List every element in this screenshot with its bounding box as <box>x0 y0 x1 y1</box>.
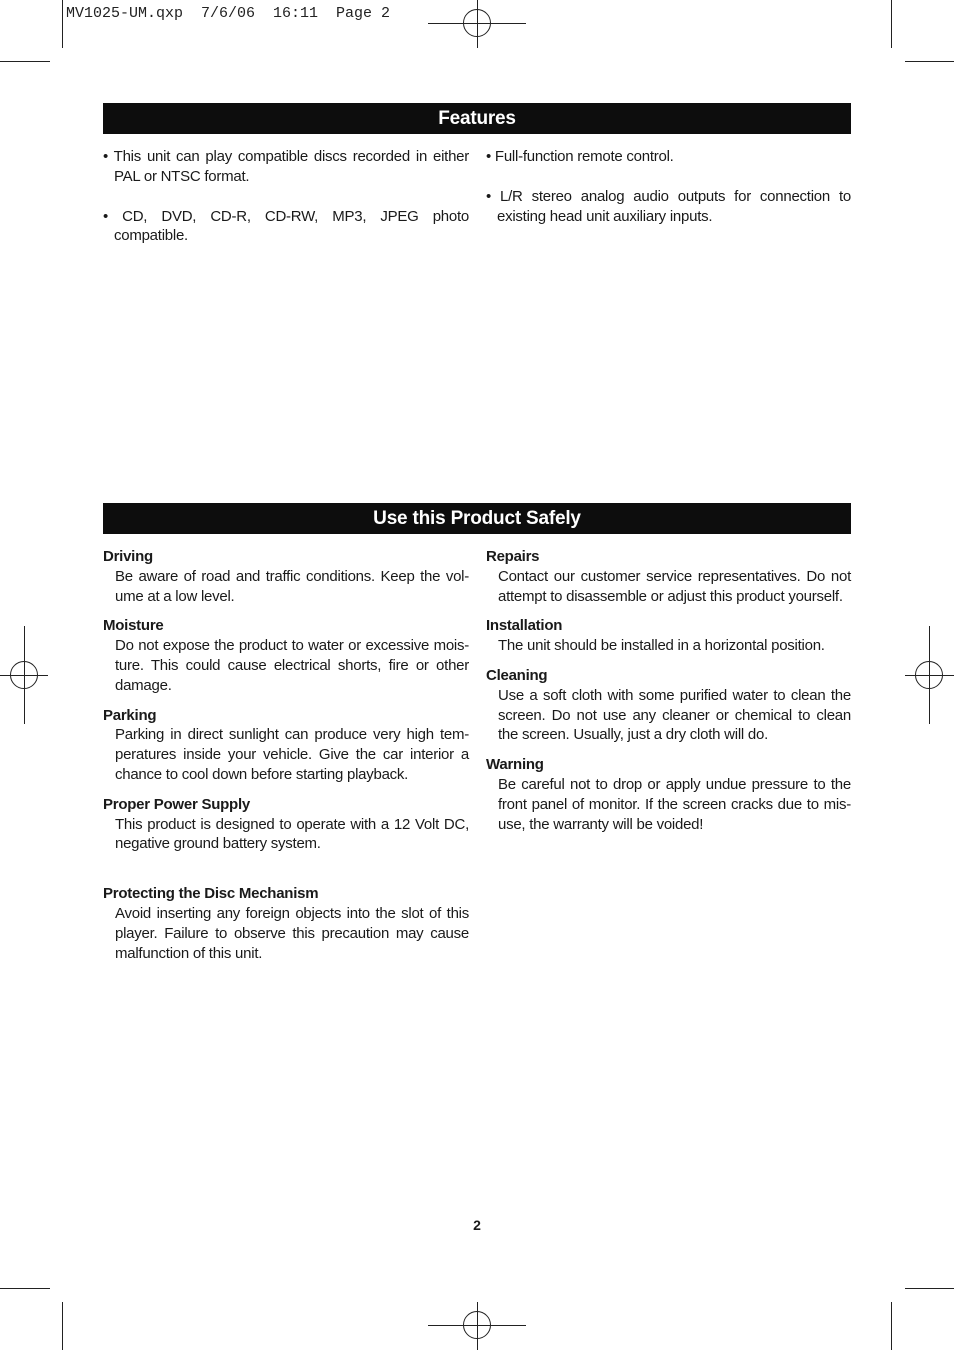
feature-item: • This unit can play compatible discs recorded in either PAL or NTSC format. <box>103 148 469 185</box>
safety-left-column <box>103 547 469 973</box>
safety-item-disc-mechanism <box>103 884 469 963</box>
safety-heading: Use this Product Safely <box>103 503 851 534</box>
safety-item-title: Protecting the Disc Mechanism <box>103 885 319 903</box>
safety-item-title: Driving <box>103 548 153 565</box>
safety-item-title: Installation <box>486 617 563 635</box>
safety-item-title: Repairs <box>486 548 540 565</box>
safety-item-body: Be aware of road and traffic conditions. Keep the vol-ume at a low level. <box>115 567 469 605</box>
safety-item-body: Be careful not to drop or apply undue pressure to the front panel of monitor. If the screen cracks due to mis-use, the warranty will be voided! <box>498 775 851 833</box>
safety-item-body: Use a soft cloth with some purified water to clean the screen. Do not use any cleaner or chemical to clean the screen. Usually, just a dry cloth will do. <box>498 686 851 744</box>
safety-item-body: Parking in direct sunlight can produce very high tem-peratures inside your vehicle. Give the car interior a chance to cool down before starting playback. <box>115 726 469 783</box>
print-slug: MV1025-UM.qxp 7/6/06 16:11 Page 2 <box>66 5 391 22</box>
safety-item-moisture <box>103 616 469 695</box>
safety-item-body: Do not expose the product to water or excessive mois-ture. This could cause electrical shorts, fire or other damage. <box>115 637 469 694</box>
page-number: 2 <box>473 1217 481 1233</box>
safety-item-body: The unit should be installed in a horizontal position. <box>498 637 825 655</box>
feature-item: • L/R stereo analog audio outputs for connection to existing head unit auxiliary inputs. <box>486 187 851 225</box>
safety-item-repairs <box>486 547 851 606</box>
features-heading: Features <box>103 103 851 134</box>
safety-item-driving <box>103 547 469 606</box>
safety-item-body: Contact our customer service representatives. Do not attempt to disassemble or adjust this product yourself. <box>498 567 851 605</box>
safety-item-title: Moisture <box>103 617 164 635</box>
feature-item: • CD, DVD, CD-R, CD-RW, MP3, JPEG photo compatible. <box>103 207 469 245</box>
features-left-column <box>103 147 469 246</box>
safety-item-parking <box>103 706 469 785</box>
safety-item-title: Proper Power Supply <box>103 795 250 813</box>
safety-item-power-supply <box>103 795 469 854</box>
safety-item-warning <box>486 755 851 834</box>
safety-item-body: This product is designed to operate with a 12 Volt DC, negative ground battery system. <box>115 815 469 853</box>
features-right-column <box>486 147 851 226</box>
feature-item: • Full-function remote control. <box>486 148 674 165</box>
safety-item-title: Cleaning <box>486 666 548 684</box>
safety-item-title: Warning <box>486 756 544 774</box>
safety-item-title: Parking <box>103 706 157 724</box>
safety-item-body: Avoid inserting any foreign objects into the slot of this player. Failure to observe this precaution may cause malfunction of this unit. <box>115 904 469 962</box>
safety-item-cleaning <box>486 666 851 745</box>
safety-right-column <box>486 547 851 844</box>
safety-item-installation <box>486 616 851 656</box>
